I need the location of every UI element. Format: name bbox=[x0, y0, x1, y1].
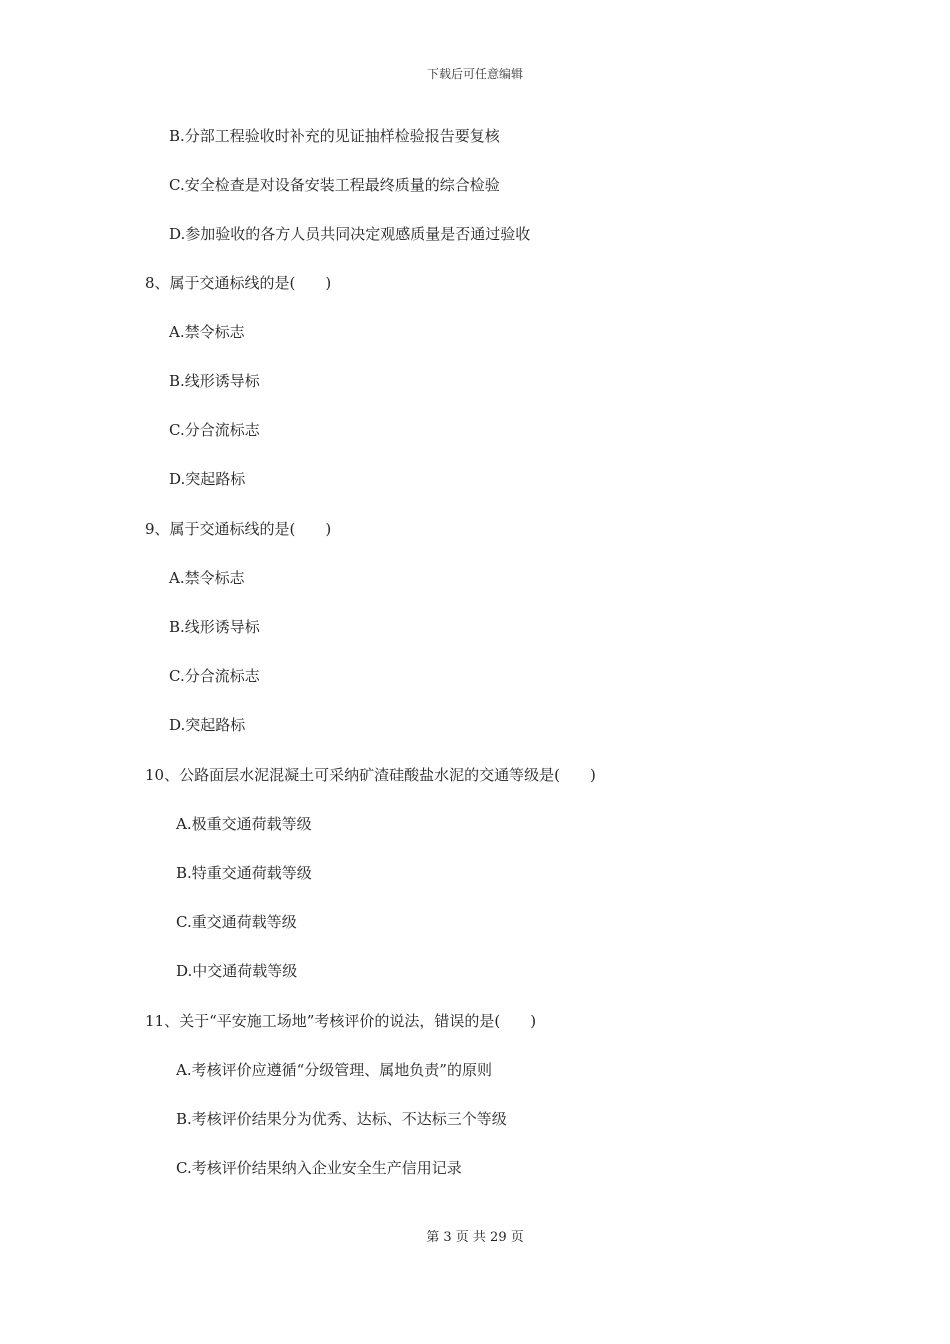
option-b-prev: B.分部工程验收时补充的见证抽样检验报告要复核 bbox=[169, 127, 500, 145]
q11-option-b: B.考核评价结果分为优秀、达标、不达标三个等级 bbox=[176, 1110, 507, 1128]
q9-option-b: B.线形诱导标 bbox=[169, 618, 260, 636]
q10-option-d: D.中交通荷载等级 bbox=[176, 962, 298, 980]
question-9: 9、属于交通标线的是( ) bbox=[145, 520, 332, 538]
q10-option-a: A.极重交通荷载等级 bbox=[176, 815, 312, 833]
q8-option-d: D.突起路标 bbox=[169, 470, 246, 488]
q9-option-d: D.突起路标 bbox=[169, 716, 246, 734]
option-c-prev: C.安全检查是对设备安装工程最终质量的综合检验 bbox=[169, 176, 500, 194]
q11-option-c: C.考核评价结果纳入企业安全生产信用记录 bbox=[176, 1159, 462, 1177]
q10-option-c: C.重交通荷载等级 bbox=[176, 913, 297, 931]
page-header: 下载后可任意编辑 bbox=[426, 67, 523, 81]
question-10: 10、公路面层水泥混凝土可采纳矿渣硅酸盐水泥的交通等级是( ) bbox=[145, 766, 596, 784]
option-d-prev: D.参加验收的各方人员共同决定观感质量是否通过验收 bbox=[169, 225, 531, 243]
q9-option-c: C.分合流标志 bbox=[169, 667, 260, 685]
question-11: 11、关于“平安施工场地”考核评价的说法，错误的是( ) bbox=[145, 1012, 537, 1030]
q8-option-c: C.分合流标志 bbox=[169, 421, 260, 439]
q10-option-b: B.特重交通荷载等级 bbox=[176, 864, 312, 882]
q8-option-a: A.禁令标志 bbox=[169, 323, 245, 341]
q8-option-b: B.线形诱导标 bbox=[169, 372, 260, 390]
question-8: 8、属于交通标线的是( ) bbox=[145, 274, 332, 292]
q11-option-a: A.考核评价应遵循“分级管理、属地负责”的原则 bbox=[176, 1061, 492, 1079]
q9-option-a: A.禁令标志 bbox=[169, 569, 245, 587]
page-footer: 第 3 页 共 29 页 bbox=[426, 1230, 524, 1245]
